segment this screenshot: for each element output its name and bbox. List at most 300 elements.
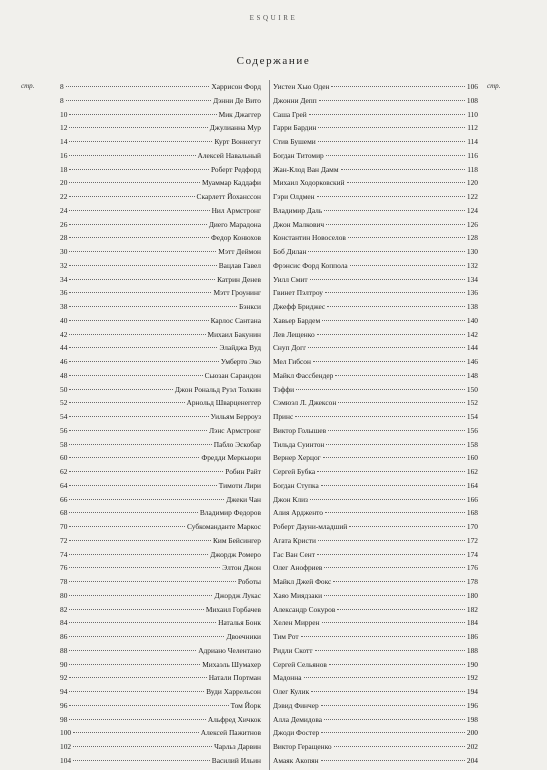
dot-leader bbox=[324, 567, 465, 568]
toc-entry bbox=[60, 355, 261, 369]
toc-entry bbox=[60, 740, 261, 754]
toc-name: Лев Лещенко bbox=[273, 329, 315, 339]
toc-entry bbox=[273, 396, 478, 410]
dot-leader bbox=[348, 237, 465, 238]
toc-page-number: 204 bbox=[466, 755, 478, 765]
toc-name: Снуп Догг bbox=[273, 343, 307, 353]
toc-name: Мик Джаггер bbox=[218, 109, 261, 119]
dot-leader bbox=[69, 155, 195, 156]
toc-page-number: 140 bbox=[466, 315, 478, 325]
toc-entry bbox=[60, 396, 261, 410]
toc-entry bbox=[60, 108, 261, 122]
toc-entry bbox=[60, 438, 261, 452]
toc-page-number: 108 bbox=[466, 95, 478, 105]
toc-page-number: 32 bbox=[60, 260, 68, 270]
dot-leader bbox=[69, 540, 211, 541]
toc-name: Джон Рональд Руэл Толкин bbox=[174, 384, 261, 394]
toc-page-number: 42 bbox=[60, 329, 68, 339]
toc-page-number: 14 bbox=[60, 137, 68, 146]
dot-leader bbox=[325, 292, 465, 293]
toc-name: Олег Анофриев bbox=[273, 563, 323, 573]
dot-leader bbox=[69, 251, 216, 252]
dot-leader bbox=[69, 581, 235, 582]
toc-page-number: 40 bbox=[60, 315, 68, 325]
toc-name: Сергей Бубка bbox=[273, 467, 316, 476]
toc-page-number: 196 bbox=[466, 700, 478, 710]
toc-entry bbox=[273, 245, 478, 259]
dot-leader bbox=[69, 485, 216, 486]
dot-leader bbox=[334, 746, 465, 747]
dot-leader bbox=[317, 554, 465, 555]
toc-entry bbox=[273, 479, 478, 493]
dot-leader bbox=[321, 732, 465, 733]
dot-leader bbox=[69, 622, 216, 623]
toc-name: Робин Райт bbox=[225, 467, 261, 476]
toc-page-number: 134 bbox=[466, 274, 478, 284]
toc-page-number: 94 bbox=[60, 687, 68, 696]
toc-name: Василий Ильин bbox=[211, 755, 261, 765]
toc-name: Харрисон Форд bbox=[211, 82, 261, 91]
toc-entry bbox=[60, 94, 261, 108]
dot-leader bbox=[324, 595, 465, 596]
toc-name: Арнольд Шварценеггер bbox=[186, 398, 261, 408]
dot-leader bbox=[73, 746, 212, 747]
toc-name: Гас Ван Сент bbox=[273, 549, 315, 559]
toc-name: Курт Воннегут bbox=[214, 137, 261, 146]
dot-leader bbox=[326, 444, 465, 445]
toc-page-number: 126 bbox=[466, 219, 478, 229]
dot-leader bbox=[69, 677, 206, 678]
toc-entry bbox=[60, 410, 261, 424]
toc-entry bbox=[273, 589, 478, 603]
dot-leader bbox=[69, 127, 207, 128]
toc-page-number: 168 bbox=[466, 508, 478, 518]
toc-name: Александр Сокуров bbox=[273, 604, 336, 614]
dot-leader bbox=[341, 169, 466, 170]
toc-entry bbox=[273, 520, 478, 534]
page-title: Содержание bbox=[236, 55, 311, 67]
dot-leader bbox=[66, 86, 210, 87]
toc-page-number: 36 bbox=[60, 288, 68, 298]
toc-entry bbox=[60, 534, 261, 548]
toc-page-number: 74 bbox=[60, 549, 68, 559]
toc-page-number: 170 bbox=[466, 522, 478, 531]
toc-name: Вуди Харрельсон bbox=[206, 687, 261, 696]
toc-entry bbox=[60, 713, 261, 727]
toc-page-number: 188 bbox=[466, 645, 478, 655]
toc-page-number: 110 bbox=[467, 109, 478, 119]
dot-leader bbox=[69, 567, 220, 568]
toc-entry bbox=[60, 685, 261, 699]
toc-entry bbox=[60, 616, 261, 630]
toc-name: Дэвид Финчер bbox=[273, 700, 319, 710]
toc-page-number: 176 bbox=[466, 563, 478, 573]
toc-entry bbox=[273, 699, 478, 713]
dot-leader bbox=[69, 650, 196, 651]
toc-name: Константин Новоселов bbox=[273, 233, 346, 243]
toc-entry bbox=[273, 273, 478, 287]
toc-name: Майкл Джей Фокс bbox=[273, 577, 332, 586]
toc-page-number: 142 bbox=[466, 329, 478, 339]
dot-leader bbox=[69, 719, 205, 720]
dot-leader bbox=[310, 279, 465, 280]
toc-name: Карлос Сантана bbox=[210, 315, 261, 325]
toc-page-number: 52 bbox=[60, 398, 68, 408]
dot-leader bbox=[69, 292, 211, 293]
dot-leader bbox=[311, 691, 465, 692]
toc-name: Гарри Бардин bbox=[273, 123, 317, 133]
toc-page-number: 156 bbox=[466, 425, 478, 435]
dot-leader bbox=[69, 609, 203, 610]
toc-entry bbox=[60, 561, 261, 575]
toc-name: Том Йорк bbox=[230, 700, 261, 710]
toc-entry bbox=[60, 520, 261, 534]
toc-page-number: 164 bbox=[466, 480, 478, 490]
toc-page-number: 112 bbox=[467, 123, 478, 133]
toc-name: Гэри Олдмен bbox=[273, 192, 315, 201]
toc-name: Натали Портман bbox=[208, 673, 261, 683]
toc-name: Фредди Меркьюри bbox=[201, 453, 261, 463]
toc-name: Мел Гибсон bbox=[273, 357, 311, 366]
toc-page-number: 136 bbox=[466, 288, 478, 298]
toc-entry bbox=[60, 273, 261, 287]
toc-page-number: 84 bbox=[60, 618, 68, 628]
toc-name: Сьюзан Сарандон bbox=[204, 370, 261, 380]
dot-leader bbox=[301, 636, 465, 637]
toc-page-number: 20 bbox=[60, 178, 68, 188]
toc-page-number: 120 bbox=[466, 178, 478, 188]
toc-page-number: 80 bbox=[60, 590, 68, 600]
toc-page-number: 138 bbox=[466, 302, 478, 311]
toc-page-number: 78 bbox=[60, 577, 68, 586]
dot-leader bbox=[69, 457, 199, 458]
toc-entry bbox=[273, 190, 478, 204]
toc-entry bbox=[273, 644, 478, 658]
toc-page-number: 158 bbox=[466, 439, 478, 449]
toc-page-number: 16 bbox=[60, 150, 68, 160]
dot-leader bbox=[326, 155, 465, 156]
toc-name: Вацлав Гавел bbox=[218, 260, 261, 270]
toc-entry bbox=[60, 286, 261, 300]
toc-entry bbox=[273, 163, 478, 177]
dot-leader bbox=[308, 251, 464, 252]
toc-entry bbox=[273, 80, 478, 94]
toc-entry bbox=[60, 300, 261, 314]
page-column-label-right: стр. bbox=[487, 82, 501, 90]
dot-leader bbox=[319, 100, 465, 101]
toc-name: Скарлетт Йоханссон bbox=[196, 192, 261, 201]
dot-leader bbox=[349, 526, 465, 527]
dot-leader bbox=[69, 389, 172, 390]
dot-leader bbox=[69, 210, 209, 211]
dot-leader bbox=[323, 457, 465, 458]
dot-leader bbox=[69, 237, 209, 238]
toc-page-number: 182 bbox=[466, 604, 478, 614]
toc-page-number: 46 bbox=[60, 357, 68, 366]
dot-leader bbox=[69, 141, 212, 142]
toc-name: Катрин Денев bbox=[217, 274, 261, 284]
page-column-label-left: стр. bbox=[21, 82, 35, 90]
dot-leader bbox=[329, 664, 465, 665]
toc-entry bbox=[273, 424, 478, 438]
toc-name: Мэтт Гроунинг bbox=[213, 288, 261, 298]
toc-name: Гвинет Пэлтроу bbox=[273, 288, 323, 298]
dot-leader bbox=[69, 334, 205, 335]
toc-entry bbox=[273, 603, 478, 617]
toc-entry bbox=[273, 259, 478, 273]
dot-leader bbox=[317, 471, 465, 472]
toc-name: Михаил Горбачев bbox=[205, 604, 261, 614]
toc-name: Ридли Скотт bbox=[273, 645, 313, 655]
toc-entry bbox=[60, 190, 261, 204]
toc-page-number: 8 bbox=[60, 95, 64, 105]
toc-page-number: 92 bbox=[60, 673, 68, 683]
toc-entry bbox=[60, 671, 261, 685]
dot-leader bbox=[331, 86, 464, 87]
toc-page-number: 186 bbox=[466, 632, 478, 641]
toc-page-number: 34 bbox=[60, 274, 68, 284]
toc-entry bbox=[60, 383, 261, 397]
dot-leader bbox=[69, 512, 197, 513]
dot-leader bbox=[350, 265, 465, 266]
toc-entry bbox=[60, 245, 261, 259]
toc-entry bbox=[60, 314, 261, 328]
dot-leader bbox=[333, 581, 465, 582]
toc-page-number: 26 bbox=[60, 219, 68, 229]
dot-leader bbox=[318, 127, 465, 128]
toc-name: Лэнс Армстронг bbox=[209, 425, 261, 435]
toc-name: Жан-Клод Ван Дамм bbox=[273, 164, 339, 174]
dot-leader bbox=[69, 265, 216, 266]
toc-entry bbox=[273, 451, 478, 465]
dot-leader bbox=[328, 430, 465, 431]
dot-leader bbox=[317, 196, 465, 197]
toc-page-number: 190 bbox=[466, 659, 478, 669]
toc-name: Джон Малкович bbox=[273, 219, 325, 229]
dot-leader bbox=[313, 361, 465, 362]
toc-name: Сергей Сельянов bbox=[273, 659, 327, 669]
toc-entry bbox=[273, 286, 478, 300]
toc-entry bbox=[60, 424, 261, 438]
toc-page-number: 96 bbox=[60, 700, 68, 710]
toc-entry bbox=[273, 630, 478, 644]
dot-leader bbox=[310, 499, 465, 500]
dot-leader bbox=[69, 430, 207, 431]
toc-entry bbox=[273, 726, 478, 740]
toc-entry bbox=[60, 231, 261, 245]
dot-leader bbox=[66, 100, 211, 101]
dot-leader bbox=[69, 375, 202, 376]
toc-page-number: 18 bbox=[60, 164, 68, 174]
toc-name: Тэффи bbox=[273, 384, 295, 394]
toc-name: Чарльз Дарвин bbox=[214, 742, 261, 751]
toc-name: Михаил Бакунин bbox=[207, 329, 261, 339]
toc-name: Фрэнсис Форд Коппола bbox=[273, 260, 348, 270]
toc-page-number: 106 bbox=[466, 82, 478, 91]
toc-name: Роботы bbox=[237, 577, 261, 586]
dot-leader bbox=[322, 622, 465, 623]
toc-left-column bbox=[60, 80, 261, 768]
dot-leader bbox=[73, 732, 199, 733]
toc-name: Наталья Бонк bbox=[218, 618, 261, 628]
toc-name: Агата Кристи bbox=[273, 535, 316, 545]
toc-entry bbox=[60, 204, 261, 218]
toc-page-number: 38 bbox=[60, 302, 68, 311]
toc-entry bbox=[60, 328, 261, 342]
dot-leader bbox=[69, 471, 223, 472]
dot-leader bbox=[321, 760, 465, 761]
toc-page-number: 118 bbox=[467, 164, 478, 174]
toc-page-number: 70 bbox=[60, 522, 68, 531]
dot-leader bbox=[69, 499, 224, 500]
toc-name: Дэнни Де Вито bbox=[213, 95, 261, 105]
toc-entry bbox=[60, 548, 261, 562]
toc-name: Принс bbox=[273, 412, 294, 421]
toc-page-number: 152 bbox=[466, 398, 478, 408]
toc-page-number: 8 bbox=[60, 82, 64, 91]
toc-page-number: 44 bbox=[60, 343, 68, 353]
toc-name: Саша Грей bbox=[273, 109, 307, 119]
dot-leader bbox=[338, 402, 465, 403]
toc-page-number: 162 bbox=[466, 467, 478, 476]
toc-entry bbox=[60, 259, 261, 273]
toc-name: Мадонна bbox=[273, 673, 302, 683]
toc-name: Джеки Чан bbox=[226, 494, 261, 504]
toc-entry bbox=[60, 644, 261, 658]
toc-name: Алла Демидова bbox=[273, 714, 323, 724]
toc-page-number: 150 bbox=[466, 384, 478, 394]
toc-name: Богдан Титомир bbox=[273, 150, 324, 160]
dot-leader bbox=[326, 224, 465, 225]
toc-name: Алексей Навальный bbox=[197, 150, 261, 160]
toc-page-number: 60 bbox=[60, 453, 68, 463]
dot-leader bbox=[69, 114, 216, 115]
toc-entry bbox=[273, 383, 478, 397]
toc-page-number: 48 bbox=[60, 370, 68, 380]
toc-entry bbox=[60, 369, 261, 383]
toc-page-number: 76 bbox=[60, 563, 68, 573]
dot-leader bbox=[69, 636, 224, 637]
toc-page-number: 30 bbox=[60, 247, 68, 256]
toc-entry bbox=[60, 80, 261, 94]
toc-entry bbox=[273, 506, 478, 520]
toc-page-number: 100 bbox=[60, 728, 72, 738]
dot-leader bbox=[325, 512, 465, 513]
toc-entry bbox=[60, 341, 261, 355]
toc-entry bbox=[60, 176, 261, 190]
toc-page-number: 12 bbox=[60, 123, 68, 133]
dot-leader bbox=[324, 210, 465, 211]
toc-name: Уилл Смит bbox=[273, 274, 308, 284]
dot-leader bbox=[69, 361, 218, 362]
toc-entry bbox=[273, 740, 478, 754]
toc-name: Вернер Херцог bbox=[273, 453, 321, 463]
toc-page-number: 54 bbox=[60, 412, 68, 421]
toc-page-number: 194 bbox=[466, 687, 478, 696]
toc-entry bbox=[60, 575, 261, 589]
toc-page-number: 62 bbox=[60, 467, 68, 476]
toc-entry bbox=[273, 369, 478, 383]
toc-page-number: 72 bbox=[60, 535, 68, 545]
toc-page-number: 58 bbox=[60, 439, 68, 449]
toc-name: Алексей Пажитнов bbox=[200, 728, 261, 738]
toc-name: Джордж Ромеро bbox=[210, 549, 261, 559]
toc-name: Адриано Челентано bbox=[198, 645, 261, 655]
toc-entry bbox=[273, 231, 478, 245]
toc-page-number: 172 bbox=[466, 535, 478, 545]
toc-name: Джоди Фостер bbox=[273, 728, 320, 738]
toc-name: Джулианна Мур bbox=[209, 123, 261, 133]
toc-entry bbox=[60, 479, 261, 493]
toc-name: Олег Кулик bbox=[273, 687, 310, 696]
toc-name: Уистен Хью Оден bbox=[273, 82, 330, 91]
toc-name: Джон Клиз bbox=[273, 494, 308, 504]
toc-page-number: 160 bbox=[466, 453, 478, 463]
toc-entry bbox=[273, 149, 478, 163]
toc-right-column bbox=[273, 80, 478, 768]
toc-name: Хаяо Миядзаки bbox=[273, 590, 323, 600]
toc-name: Михаэль Шумахер bbox=[202, 659, 261, 669]
toc-name: Владимир Федоров bbox=[199, 508, 261, 518]
toc-name: Боб Дилан bbox=[273, 247, 307, 256]
toc-name: Амаяк Акопян bbox=[273, 755, 319, 765]
toc-entry bbox=[273, 355, 478, 369]
toc-page-number: 98 bbox=[60, 714, 68, 724]
toc-page-number: 128 bbox=[466, 233, 478, 243]
toc-entry bbox=[60, 121, 261, 135]
toc-entry bbox=[60, 658, 261, 672]
toc-name: Виктор Голышев bbox=[273, 425, 327, 435]
toc-entry bbox=[60, 589, 261, 603]
dot-leader bbox=[322, 320, 465, 321]
toc-page-number: 24 bbox=[60, 205, 68, 215]
dot-leader bbox=[318, 141, 465, 142]
toc-name: Алия Ардженто bbox=[273, 508, 323, 518]
toc-name: Пабло Эскобар bbox=[213, 439, 261, 449]
toc-page-number: 50 bbox=[60, 384, 68, 394]
toc-name: Элтон Джон bbox=[222, 563, 261, 573]
dot-leader bbox=[304, 677, 465, 678]
toc-entry bbox=[273, 300, 478, 314]
toc-entry bbox=[273, 328, 478, 342]
toc-name: Джордж Лукас bbox=[214, 590, 261, 600]
dot-leader bbox=[315, 650, 465, 651]
toc-entry bbox=[273, 465, 478, 479]
toc-entry bbox=[273, 754, 478, 768]
dot-leader bbox=[69, 279, 215, 280]
column-divider bbox=[269, 80, 270, 770]
toc-entry bbox=[273, 713, 478, 727]
toc-entry bbox=[273, 658, 478, 672]
toc-entry bbox=[60, 493, 261, 507]
toc-page-number: 180 bbox=[466, 590, 478, 600]
toc-entry bbox=[60, 603, 261, 617]
toc-name: Хавьер Бардем bbox=[273, 315, 321, 325]
toc-entry bbox=[273, 575, 478, 589]
dot-leader bbox=[69, 526, 185, 527]
toc-page-number: 22 bbox=[60, 192, 68, 201]
toc-entry bbox=[273, 204, 478, 218]
toc-entry bbox=[273, 410, 478, 424]
toc-page-number: 114 bbox=[467, 137, 478, 146]
toc-page-number: 198 bbox=[466, 714, 478, 724]
toc-entry bbox=[273, 534, 478, 548]
toc-page-number: 102 bbox=[60, 742, 72, 751]
toc-entry bbox=[60, 149, 261, 163]
toc-name: Джефф Бриджес bbox=[273, 302, 326, 311]
dot-leader bbox=[73, 760, 210, 761]
toc-entry bbox=[60, 506, 261, 520]
